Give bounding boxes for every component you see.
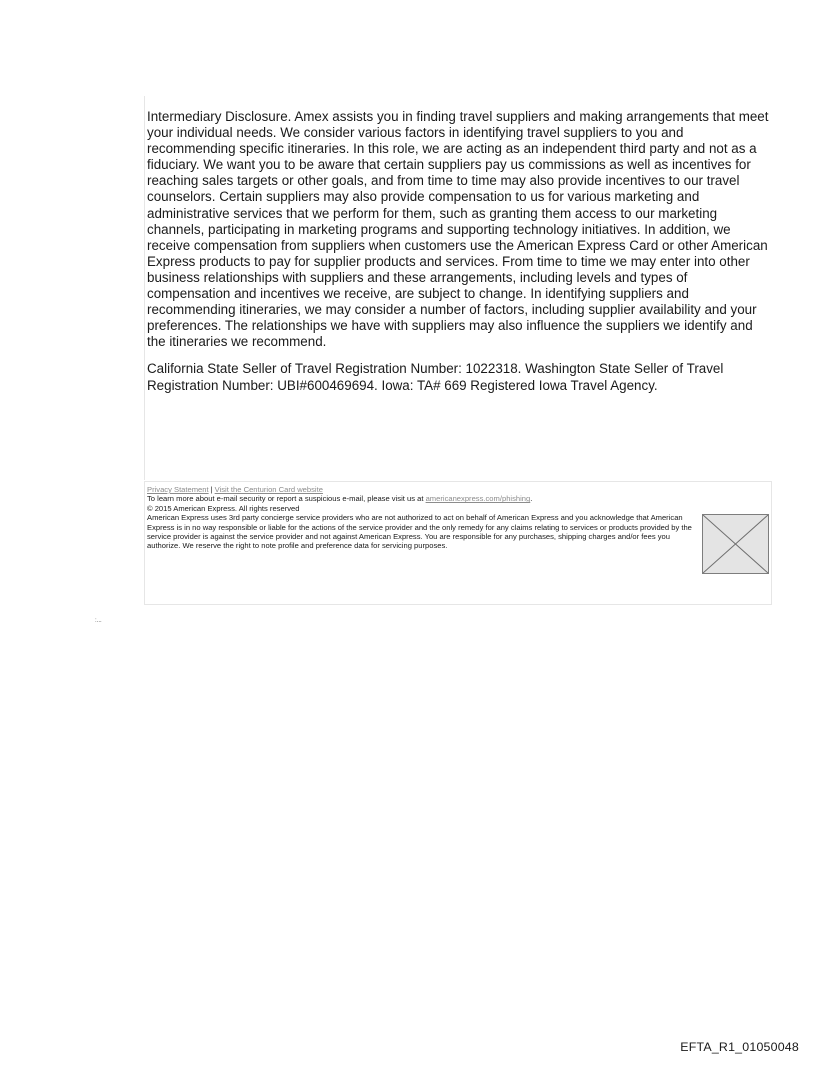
footer-links bbox=[147, 485, 771, 494]
phishing-notice-suffix: . bbox=[530, 494, 533, 504]
centurion-card-website-link[interactable]: Visit the Centurion Card website bbox=[214, 485, 323, 494]
stray-mark: :... bbox=[95, 618, 102, 624]
intermediary-disclosure-text: Intermediary Disclosure. Amex assists you in finding travel suppliers and making arrangements that meet your individual needs. We consider various factors in identifying travel suppliers to you and recommending specific itineraries. In this role, we are acting as an independent third party and not as a fiduciary. We want you to be aware that certain suppliers pay us commissions as well as incentives for reaching sales targets or other goals, and from time to time may also provide incentives to our travel counselors. Certain suppliers may also provide compensation to us for various marketing and administrative services that we perform for them, such as granting them access to our marketing channels, participating in marketing programs and supporting technology initiatives. In addition, we receive compensation from suppliers when customers use the American Express Card or other American Express products to pay for supplier products and services. From time to time we may enter into other business relationships with suppliers and these arrangements, including levels and types of compensation and incentives we receive, are subject to change. In identifying suppliers and recommending itineraries, we may consider a number of factors, including supplier availability and your preferences. The relationships we have with suppliers may also influence the suppliers we identify and the itineraries we recommend. bbox=[147, 109, 769, 350]
phishing-link[interactable]: americanexpress.com/phishing bbox=[425, 494, 531, 504]
disclosure-section bbox=[144, 96, 772, 480]
phishing-notice-text: To learn more about e-mail security or report a suspicious e-mail, please visit us at bbox=[147, 494, 424, 504]
copyright-text: © 2015 American Express. All rights reserved bbox=[147, 503, 300, 513]
broken-image-icon bbox=[703, 515, 768, 573]
footer-link-separator: | bbox=[210, 485, 213, 494]
broken-image-placeholder bbox=[702, 514, 769, 574]
privacy-statement-link[interactable]: Privacy Statement bbox=[147, 485, 209, 494]
phishing-notice bbox=[147, 494, 771, 503]
email-footer bbox=[144, 481, 772, 605]
document-id: EFTA_R1_01050048 bbox=[680, 1040, 799, 1054]
seller-of-travel-registration-text: California State Seller of Travel Registration Number: 1022318. Washington State Seller of Travel Registration Number: UBI#600469694. Iowa: TA# 669 Registered Iowa Travel Agency. bbox=[147, 361, 724, 393]
concierge-disclaimer-text: American Express uses 3rd party concierge service providers who are not authorized to act on behalf of American Express and you acknowledge that American Express is in no way responsible or liable for the actions of the service provider and the only remedy for any claims relating to services or products provided by the service provider is against the service provider and not against American Express. You are responsible for any purchases, shipping charges and/or fees you authorize. We reserve the right to note profile and preference data for servicing purposes. bbox=[147, 513, 692, 551]
